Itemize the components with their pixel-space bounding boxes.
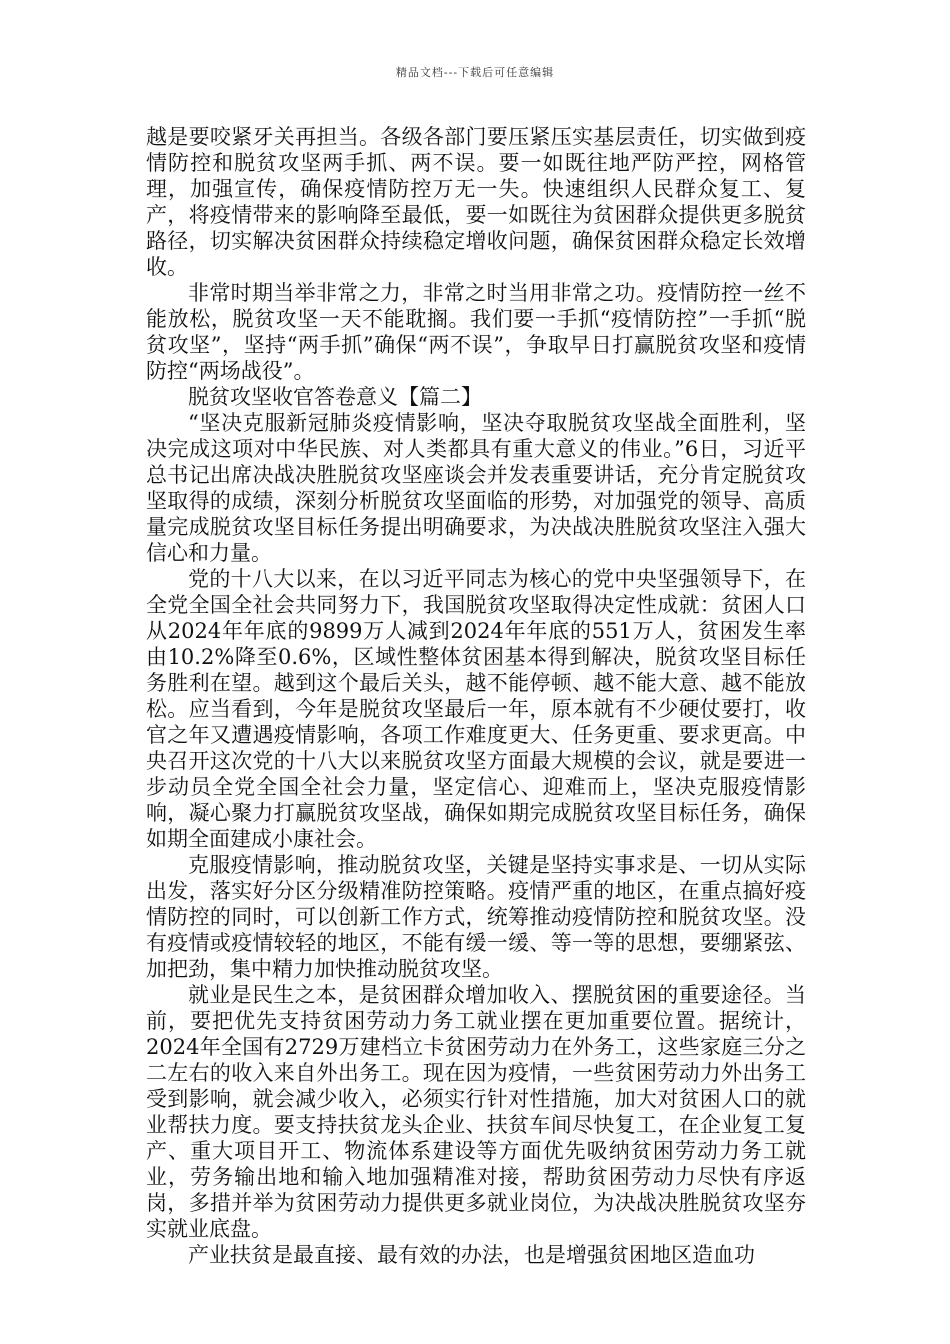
page-header: 精品文档---下载后可任意编辑	[395, 66, 555, 79]
paragraph-continuation: 越是要咬紧牙关再担当。各级各部门要压紧压实基层责任，切实做到疫情防控和脱贫攻坚两手抓、两不误。要一如既往地严防严控，网格管理，加强宣传，确保疫情防控万无一失。快速组织人民群众复工、复产，将疫情带来的影响降至最低，要一如既往为贫困群众提供更多脱贫路径，切实解决贫困群众持续稳定增收问题，确保贫困群众稳定长效增收。	[146, 125, 806, 279]
paragraph: 就业是民生之本，是贫困群众增加收入、摆脱贫困的重要途径。当前，要把优先支持贫困劳动力务工就业摆在更加重要位置。据统计，2024年全国有2729万建档立卡贫困劳动力在外务工，这些家庭三分之二左右的收入来自外出务工。现在因为疫情，一些贫困劳动力外出务工受到影响，就会减少收入，必须实行针对性措施，加大对贫困人口的就业帮扶力度。要支持扶贫龙头企业、扶贫车间尽快复工，在企业复工复产、重大项目开工、物流体系建设等方面优先吸纳贫困劳动力务工就业，劳务输出地和输入地加强精准对接，帮助贫困劳动力尽快有序返岗，多措并举为贫困劳动力提供更多就业岗位，为决战决胜脱贫攻坚夯实就业底盘。	[146, 983, 806, 1241]
paragraph: 非常时期当举非常之力，非常之时当用非常之功。疫情防控一丝不能放松，脱贫攻坚一天不能耽搁。我们要一手抓“疫情防控”一手抓“脱贫攻坚”，坚持“两手抓”确保“两不误”，争取早日打赢脱贫攻坚和疫情防控“两场战役”。	[146, 281, 806, 383]
document-body	[146, 124, 806, 1268]
section-heading: 脱贫攻坚收官答卷意义【篇二】	[188, 385, 482, 409]
paragraph: 克服疫情影响，推动脱贫攻坚，关键是坚持实事求是、一切从实际出发，落实好分区分级精准防控策略。疫情严重的地区，在重点搞好疫情防控的同时，可以创新工作方式，统筹推动疫情防控和脱贫攻坚。没有疫情或疫情较轻的地区，不能有缓一缓、等一等的思想，要绷紧弦、加把劲，集中精力加快推动脱贫攻坚。	[146, 853, 806, 981]
paragraph: 党的十八大以来，在以习近平同志为核心的党中央坚强领导下，在全党全国全社会共同努力下，我国脱贫攻坚取得决定性成就：贫困人口从2024年年底的9899万人减到2024年年底的551万人，贫困发生率由10.2%降至0.6%，区域性整体贫困基本得到解决，脱贫攻坚目标任务胜利在望。越到这个最后关头，越不能停顿、越不能大意、越不能放松。应当看到，今年是脱贫攻坚最后一年，原本就有不少硬仗要打，收官之年又遭遇疫情影响，各项工作难度更大、任务更重、要求更高。中央召开这次党的十八大以来脱贫攻坚方面最大规模的会议，就是要进一步动员全党全国全社会力量，坚定信心、迎难而上，坚决克服疫情影响，凝心聚力打赢脱贫攻坚战，确保如期完成脱贫攻坚目标任务，确保如期全面建成小康社会。	[146, 567, 806, 851]
paragraph: “坚决克服新冠肺炎疫情影响，坚决夺取脱贫攻坚战全面胜利，坚决完成这项对中华民族、对人类都具有重大意义的伟业。”6日，习近平总书记出席决战决胜脱贫攻坚座谈会并发表重要讲话，充分肯定脱贫攻坚取得的成绩，深刻分析脱贫攻坚面临的形势，对加强党的领导、高质量完成脱贫攻坚目标任务提出明确要求，为决战决胜脱贫攻坚注入强大信心和力量。	[146, 411, 806, 565]
paragraph: 产业扶贫是最直接、最有效的办法，也是增强贫困地区造血功	[188, 1243, 755, 1267]
